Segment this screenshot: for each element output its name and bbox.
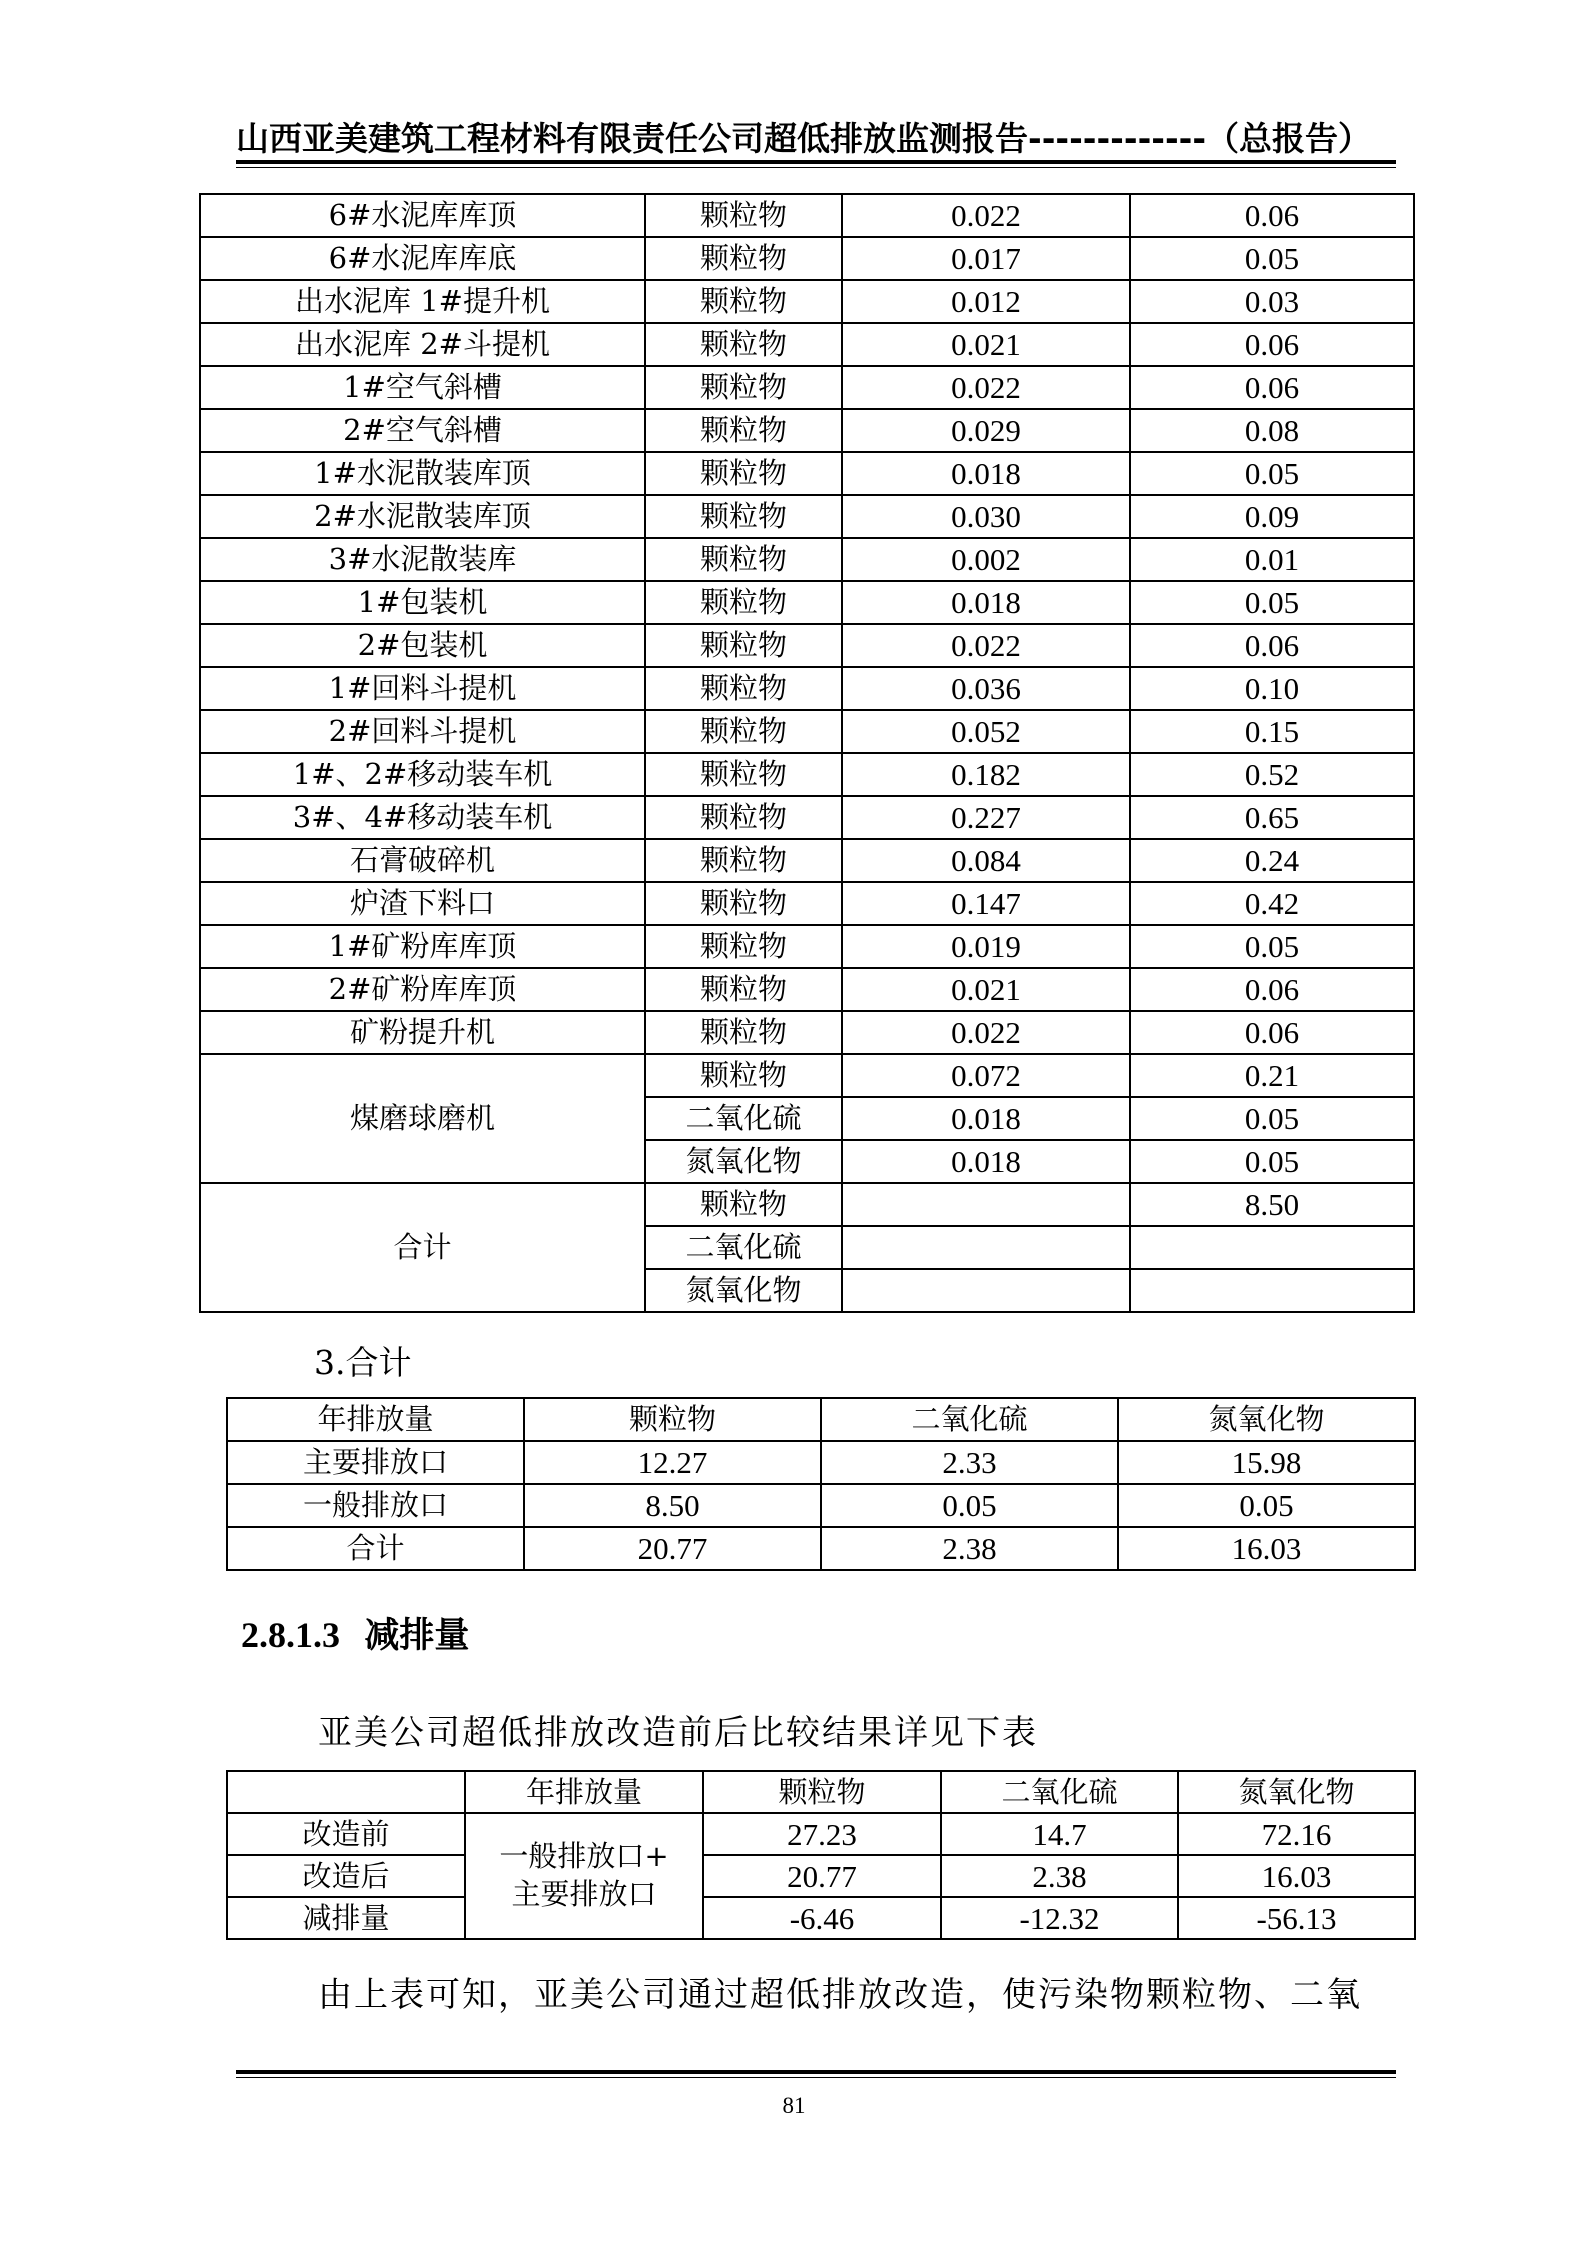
source-name: 出水泥库 2#斗提机 — [200, 323, 645, 366]
value-cell: 0.036 — [842, 667, 1130, 710]
table-row — [227, 1813, 1415, 1855]
header-cell — [227, 1771, 465, 1813]
table-row — [200, 323, 1414, 366]
value-cell: 0.052 — [842, 710, 1130, 753]
table-row — [200, 925, 1414, 968]
pollutant: 颗粒物 — [645, 1183, 842, 1226]
source-name: 1#矿粉库库顶 — [200, 925, 645, 968]
source-name: 1#包装机 — [200, 581, 645, 624]
value-cell: 0.022 — [842, 624, 1130, 667]
value-cell: 72.16 — [1178, 1813, 1415, 1855]
value-cell: -56.13 — [1178, 1897, 1415, 1939]
emission-reduction-table — [226, 1770, 1416, 1940]
section-heading-title: 减排量 — [364, 1615, 470, 1656]
source-name: 炉渣下料口 — [200, 882, 645, 925]
row-label: 改造后 — [227, 1855, 465, 1897]
value-cell: 0.084 — [842, 839, 1130, 882]
table-row — [227, 1484, 1415, 1527]
table-row — [200, 624, 1414, 667]
pollutant: 颗粒物 — [645, 323, 842, 366]
value-cell: 0.05 — [821, 1484, 1118, 1527]
emission-source-table — [199, 193, 1415, 1313]
value-cell: 0.24 — [1130, 839, 1414, 882]
annual-emission-total-table — [226, 1397, 1416, 1571]
value-cell: 0.012 — [842, 280, 1130, 323]
pollutant: 颗粒物 — [645, 882, 842, 925]
value-cell: 0.06 — [1130, 624, 1414, 667]
source-name: 1#回料斗提机 — [200, 667, 645, 710]
source-name: 出水泥库 1#提升机 — [200, 280, 645, 323]
source-name: 2#矿粉库库顶 — [200, 968, 645, 1011]
table-row — [200, 581, 1414, 624]
value-cell: 0.65 — [1130, 796, 1414, 839]
value-cell — [1130, 1269, 1414, 1312]
table-row — [200, 1183, 1414, 1226]
pollutant: 颗粒物 — [645, 366, 842, 409]
source-name: 1#空气斜槽 — [200, 366, 645, 409]
value-cell: 0.06 — [1130, 323, 1414, 366]
value-cell: 0.018 — [842, 1140, 1130, 1183]
pollutant: 颗粒物 — [645, 409, 842, 452]
page-number: 81 — [782, 2093, 806, 2118]
source-name: 3#、4#移动装车机 — [200, 796, 645, 839]
value-cell — [842, 1226, 1130, 1269]
value-cell: 0.09 — [1130, 495, 1414, 538]
value-cell: 0.42 — [1130, 882, 1414, 925]
value-cell: 2.38 — [821, 1527, 1118, 1570]
pollutant: 颗粒物 — [645, 194, 842, 237]
table-row — [227, 1527, 1415, 1570]
value-cell — [1130, 1226, 1414, 1269]
pollutant: 颗粒物 — [645, 538, 842, 581]
value-cell: 0.06 — [1130, 194, 1414, 237]
pollutant: 颗粒物 — [645, 452, 842, 495]
table-header-row — [227, 1771, 1415, 1813]
table-row — [200, 1011, 1414, 1054]
source-name: 矿粉提升机 — [200, 1011, 645, 1054]
value-cell: 0.15 — [1130, 710, 1414, 753]
value-cell: 0.021 — [842, 323, 1130, 366]
value-cell: 0.05 — [1130, 925, 1414, 968]
pollutant: 颗粒物 — [645, 968, 842, 1011]
table-row — [200, 1054, 1414, 1097]
value-cell: 0.05 — [1130, 581, 1414, 624]
value-cell: 15.98 — [1118, 1441, 1415, 1484]
value-cell: 0.002 — [842, 538, 1130, 581]
value-cell — [842, 1183, 1130, 1226]
table-row — [200, 796, 1414, 839]
table-row — [227, 1897, 1415, 1939]
total-label: 合计 — [200, 1183, 645, 1312]
footer-rule-thin — [236, 2077, 1396, 2078]
value-cell: 16.03 — [1178, 1855, 1415, 1897]
value-cell — [842, 1269, 1130, 1312]
pollutant: 颗粒物 — [645, 1011, 842, 1054]
pollutant: 颗粒物 — [645, 495, 842, 538]
value-cell: 0.21 — [1130, 1054, 1414, 1097]
intro-paragraph: 亚美公司超低排放改造前后比较结果详见下表 — [318, 1713, 1038, 1753]
value-cell: 0.147 — [842, 882, 1130, 925]
value-cell: 12.27 — [524, 1441, 821, 1484]
pollutant: 氮氧化物 — [645, 1269, 842, 1312]
section-heading — [241, 1608, 469, 1658]
coal-mill-name: 煤磨球磨机 — [200, 1054, 645, 1183]
section-heading-number: 2.8.1.3 — [241, 1615, 340, 1655]
value-cell: 0.017 — [842, 237, 1130, 280]
header-cell: 氮氧化物 — [1118, 1398, 1415, 1441]
header-cell: 氮氧化物 — [1178, 1771, 1415, 1813]
pollutant: 颗粒物 — [645, 925, 842, 968]
source-name: 石膏破碎机 — [200, 839, 645, 882]
pollutant: 二氧化硫 — [645, 1226, 842, 1269]
pollutant: 颗粒物 — [645, 839, 842, 882]
pollutant: 颗粒物 — [645, 753, 842, 796]
value-cell: 8.50 — [524, 1484, 821, 1527]
value-cell: 0.018 — [842, 581, 1130, 624]
source-name: 1#、2#移动装车机 — [200, 753, 645, 796]
value-cell: 0.029 — [842, 409, 1130, 452]
header-cell: 年排放量 — [227, 1398, 524, 1441]
pollutant: 二氧化硫 — [645, 1097, 842, 1140]
pollutant: 颗粒物 — [645, 667, 842, 710]
value-cell: 0.022 — [842, 194, 1130, 237]
pollutant: 颗粒物 — [645, 280, 842, 323]
header-rule-thick — [236, 160, 1396, 164]
source-name: 6#水泥库库顶 — [200, 194, 645, 237]
table-row — [200, 667, 1414, 710]
table-row — [200, 968, 1414, 1011]
source-name: 2#包装机 — [200, 624, 645, 667]
value-cell: 0.182 — [842, 753, 1130, 796]
header-cell: 二氧化硫 — [821, 1398, 1118, 1441]
table-row — [227, 1855, 1415, 1897]
table-row — [200, 194, 1414, 237]
value-cell: 0.018 — [842, 1097, 1130, 1140]
outlet-line-1: 一般排放口+ — [499, 1839, 669, 1874]
value-cell: 16.03 — [1118, 1527, 1415, 1570]
outlet-merged-cell — [465, 1813, 703, 1939]
table-row — [200, 452, 1414, 495]
table-row — [200, 495, 1414, 538]
table-row — [200, 409, 1414, 452]
value-cell: 27.23 — [703, 1813, 941, 1855]
row-label: 一般排放口 — [227, 1484, 524, 1527]
source-name: 2#回料斗提机 — [200, 710, 645, 753]
header-cell: 颗粒物 — [703, 1771, 941, 1813]
value-cell: 0.05 — [1130, 237, 1414, 280]
table-header-row — [227, 1398, 1415, 1441]
pollutant: 颗粒物 — [645, 624, 842, 667]
row-label: 减排量 — [227, 1897, 465, 1939]
value-cell: 0.227 — [842, 796, 1130, 839]
table-row — [200, 280, 1414, 323]
value-cell: 0.06 — [1130, 1011, 1414, 1054]
value-cell: 0.022 — [842, 1011, 1130, 1054]
value-cell: 0.018 — [842, 452, 1130, 495]
value-cell: 0.05 — [1130, 1097, 1414, 1140]
value-cell: 0.022 — [842, 366, 1130, 409]
value-cell: 0.030 — [842, 495, 1130, 538]
value-cell: 14.7 — [941, 1813, 1178, 1855]
value-cell: 0.03 — [1130, 280, 1414, 323]
value-cell: 0.05 — [1130, 452, 1414, 495]
pollutant: 颗粒物 — [645, 237, 842, 280]
table-row — [200, 366, 1414, 409]
value-cell: 0.06 — [1130, 968, 1414, 1011]
value-cell: 0.019 — [842, 925, 1130, 968]
value-cell: 0.52 — [1130, 753, 1414, 796]
table-row — [200, 538, 1414, 581]
value-cell: 20.77 — [703, 1855, 941, 1897]
source-name: 1#水泥散装库顶 — [200, 452, 645, 495]
pollutant: 颗粒物 — [645, 581, 842, 624]
value-cell: 2.33 — [821, 1441, 1118, 1484]
source-name: 3#水泥散装库 — [200, 538, 645, 581]
value-cell: 0.08 — [1130, 409, 1414, 452]
value-cell: 0.01 — [1130, 538, 1414, 581]
section-3-label: 3.合计 — [314, 1343, 412, 1382]
table-row — [200, 882, 1414, 925]
row-label: 合计 — [227, 1527, 524, 1570]
table-row — [200, 839, 1414, 882]
conclusion-paragraph: 由上表可知，亚美公司通过超低排放改造，使污染物颗粒物、二氧 — [318, 1975, 1362, 2015]
value-cell: -12.32 — [941, 1897, 1178, 1939]
value-cell: 0.10 — [1130, 667, 1414, 710]
outlet-line-2: 主要排放口 — [511, 1877, 657, 1911]
report-header-title: 山西亚美建筑工程材料有限责任公司超低排放监测报告-------------（总报告） — [236, 119, 1372, 158]
table-row — [227, 1441, 1415, 1484]
pollutant: 氮氧化物 — [645, 1140, 842, 1183]
value-cell: 8.50 — [1130, 1183, 1414, 1226]
pollutant: 颗粒物 — [645, 710, 842, 753]
header-cell: 年排放量 — [465, 1771, 703, 1813]
header-rule-thin — [236, 167, 1396, 168]
value-cell: 0.05 — [1118, 1484, 1415, 1527]
value-cell: 0.05 — [1130, 1140, 1414, 1183]
source-name: 2#空气斜槽 — [200, 409, 645, 452]
value-cell: 2.38 — [941, 1855, 1178, 1897]
row-label: 改造前 — [227, 1813, 465, 1855]
header-cell: 二氧化硫 — [941, 1771, 1178, 1813]
value-cell: -6.46 — [703, 1897, 941, 1939]
table-row — [200, 710, 1414, 753]
header-cell: 颗粒物 — [524, 1398, 821, 1441]
source-name: 6#水泥库库底 — [200, 237, 645, 280]
value-cell: 0.021 — [842, 968, 1130, 1011]
pollutant: 颗粒物 — [645, 796, 842, 839]
value-cell: 0.072 — [842, 1054, 1130, 1097]
table-row — [200, 237, 1414, 280]
pollutant: 颗粒物 — [645, 1054, 842, 1097]
footer-rule-thick — [236, 2070, 1396, 2074]
value-cell: 0.06 — [1130, 366, 1414, 409]
table-row — [200, 753, 1414, 796]
value-cell: 20.77 — [524, 1527, 821, 1570]
row-label: 主要排放口 — [227, 1441, 524, 1484]
source-name: 2#水泥散装库顶 — [200, 495, 645, 538]
